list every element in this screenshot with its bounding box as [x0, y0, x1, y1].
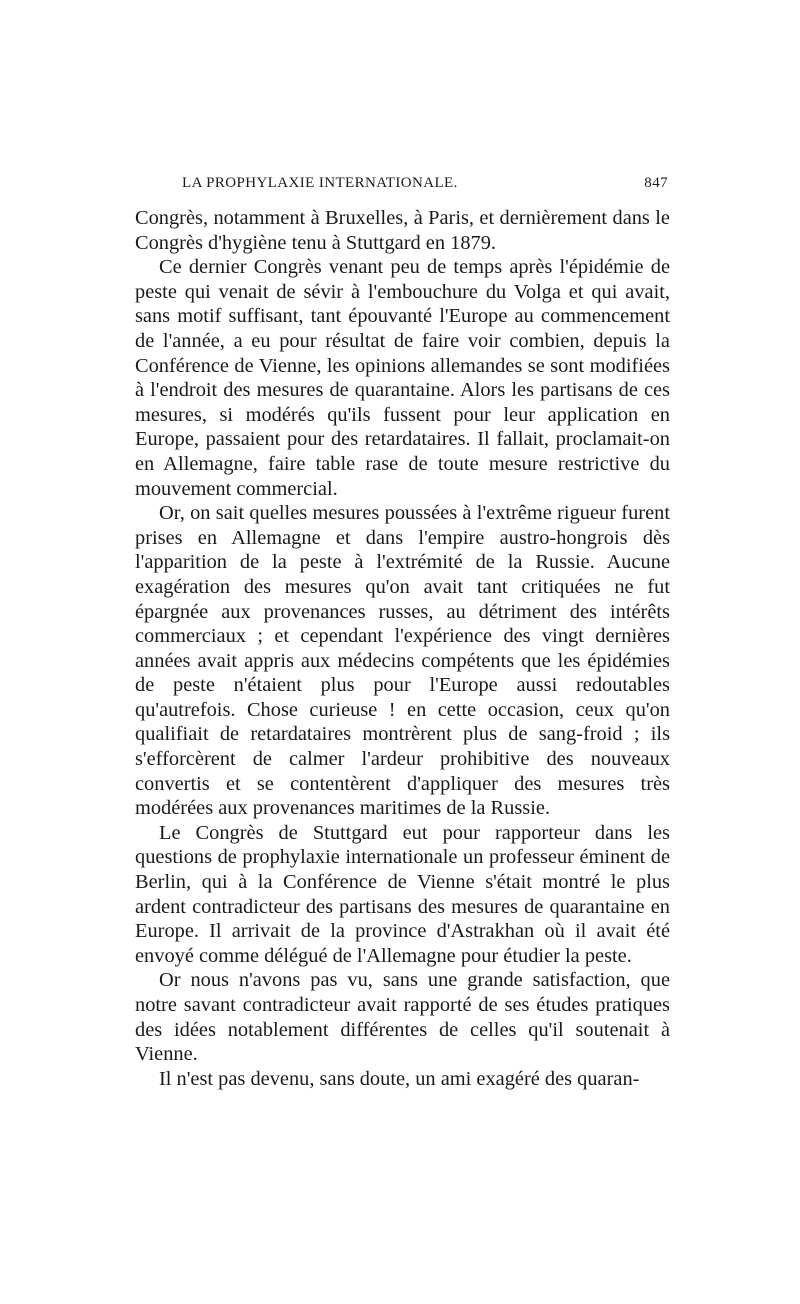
body-text	[135, 206, 670, 1091]
paragraph: Ce dernier Congrès venant peu de temps après l'épidémie de peste qui venait de sévir à l'embouchure du Volga et qui avait, sans motif suffisant, tant épouvanté l'Europe au commencement de l'année, a eu pour résultat de faire voir combien, depuis la Conférence de Vienne, les opinions allemandes se sont modifiées à l'endroit des mesures de quarantaine. Alors les partisans de ces mesures, si modérés qu'ils fussent pour leur application en Europe, passaient pour des retardataires. Il fallait, proclamait-on en Allemagne, faire table rase de toute mesure restrictive du mouvement commercial.	[135, 256, 670, 500]
running-head	[135, 172, 670, 196]
book-page	[135, 172, 670, 1091]
paragraph: Le Congrès de Stuttgard eut pour rapporteur dans les questions de prophylaxie internationale un professeur éminent de Berlin, qui à la Conférence de Vienne s'était montré le plus ardent contradicteur des partisans des mesures de quarantaine en Europe. Il arrivait de la province d'Astrakhan où il avait été envoyé comme délégué de l'Allemagne pour étudier la peste.	[135, 821, 670, 967]
paragraph: Il n'est pas devenu, sans doute, un ami exagéré des quaran-	[159, 1067, 640, 1090]
running-title: LA PROPHYLAXIE INTERNATIONALE.	[182, 175, 458, 191]
paragraph: Or, on sait quelles mesures poussées à l'extrême rigueur furent prises en Allemagne et dans l'empire austro-hongrois dès l'apparition de la peste à l'extrémité de la Russie. Aucune exagération des mesures qu'on avait tant critiquées ne fut épargnée aux provenances russes, au détriment des intérêts commerciaux ; et cependant l'expérience des vingt dernières années avait appris aux médecins compétents que les épidémies de peste n'étaient plus pour l'Europe aussi redoutables qu'autrefois. Chose curieuse ! en cette occasion, ceux qu'on qualifiait de retardataires montrèrent plus de sang-froid ; ils s'efforcèrent de calmer l'ardeur prohibitive des nouveaux convertis et se contentèrent d'appliquer des mesures très modérées aux provenances maritimes de la Russie.	[135, 502, 670, 820]
paragraph: Or nous n'avons pas vu, sans une grande satisfaction, que notre savant contradicteur avait rapporté de ses études pratiques des idées notablement différentes de celles qu'il soutenait à Vienne.	[135, 969, 670, 1066]
paragraph-continued: Congrès, notamment à Bruxelles, à Paris, et dernièrement dans le Congrès d'hygiène tenu à Stuttgard en 1879.	[135, 207, 670, 254]
page-number: 847	[644, 175, 668, 191]
